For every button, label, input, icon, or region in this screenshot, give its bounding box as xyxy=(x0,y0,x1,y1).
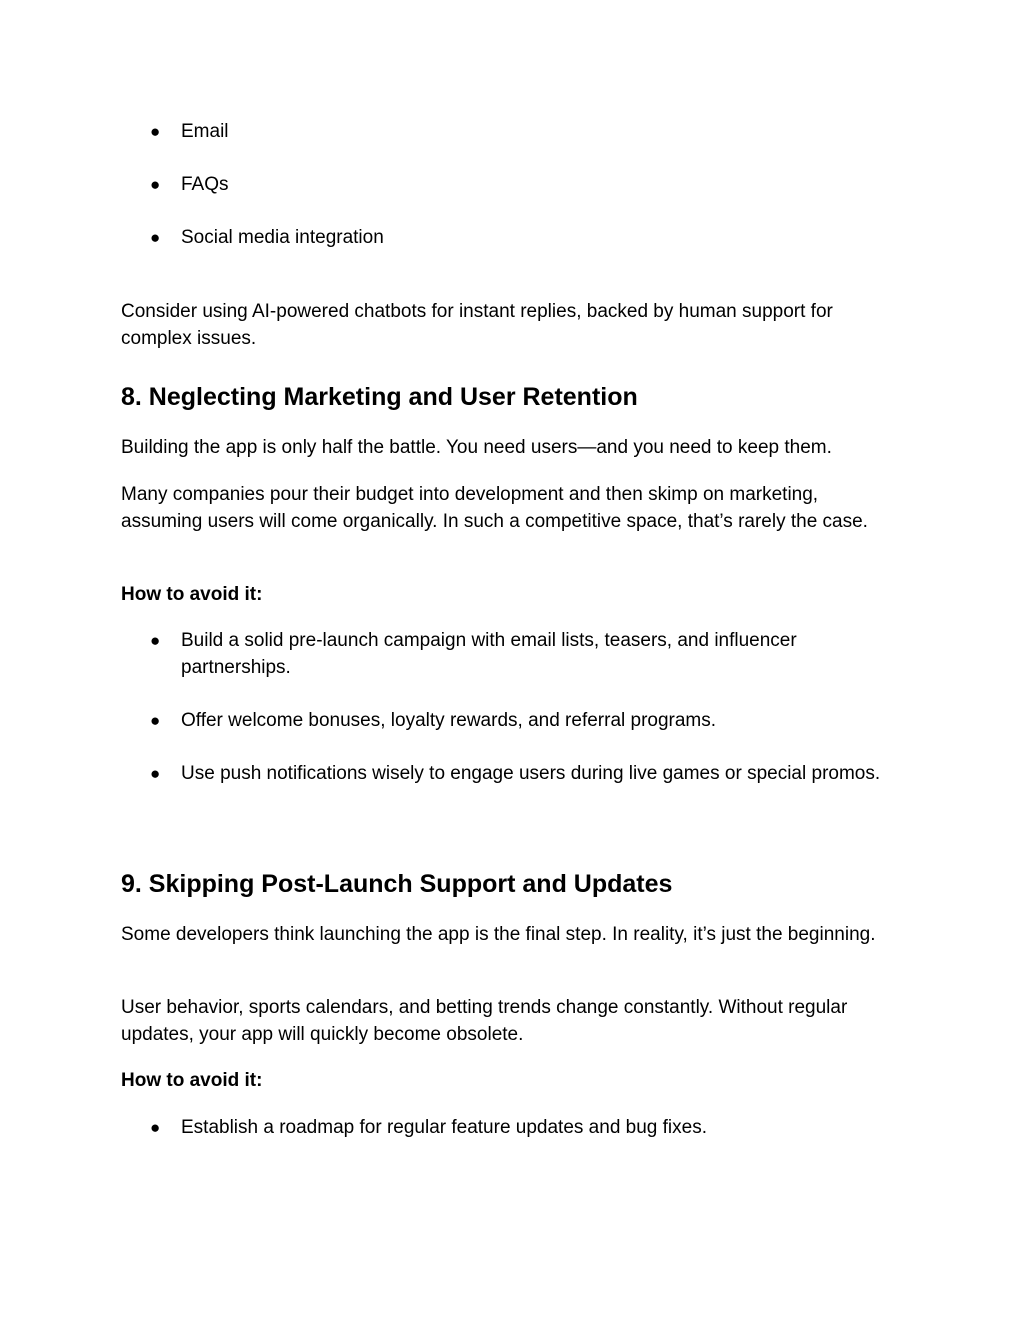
section-8-paragraph-1: Building the app is only half the battle. You need users—and you need to keep them. xyxy=(121,437,832,458)
list-item-text: Build a solid pre-launch campaign with email lists, teasers, and influencer partnerships. xyxy=(181,630,797,678)
list-item-text: Offer welcome bonuses, loyalty rewards, and referral programs. xyxy=(181,710,717,731)
list-item-text: FAQs xyxy=(181,174,229,195)
bullet-icon: ● xyxy=(150,631,161,650)
bullet-icon: ● xyxy=(150,1118,161,1137)
section-8-subheading: How to avoid it: xyxy=(121,584,263,605)
section-8-heading: 8. Neglecting Marketing and User Retention xyxy=(121,383,638,411)
section-9-subheading: How to avoid it: xyxy=(121,1070,263,1091)
section-9-heading: 9. Skipping Post-Launch Support and Updates xyxy=(121,870,673,898)
list-item-text: Social media integration xyxy=(181,227,384,248)
list-item-text: Use push notifications wisely to engage users during live games or special promos. xyxy=(181,763,881,784)
bullet-icon: ● xyxy=(150,175,161,194)
intro-paragraph: Consider using AI-powered chatbots for instant replies, backed by human support for complex issues. xyxy=(121,301,833,349)
list-item-text: Establish a roadmap for regular feature updates and bug fixes. xyxy=(181,1117,707,1138)
bullet-icon: ● xyxy=(150,122,161,141)
bullet-icon: ● xyxy=(150,228,161,247)
bullet-icon: ● xyxy=(150,764,161,783)
bullet-icon: ● xyxy=(150,711,161,730)
list-item-text: Email xyxy=(181,121,229,142)
section-9-paragraph-2: User behavior, sports calendars, and betting trends change constantly. Without regular updates, your app will quickly become obsolete. xyxy=(121,997,848,1045)
section-9-paragraph-1: Some developers think launching the app is the final step. In reality, it’s just the beginning. xyxy=(121,924,876,945)
section-8-paragraph-2: Many companies pour their budget into development and then skimp on marketing, assuming users will come organically. In such a competitive space, that’s rarely the case. xyxy=(121,484,868,532)
